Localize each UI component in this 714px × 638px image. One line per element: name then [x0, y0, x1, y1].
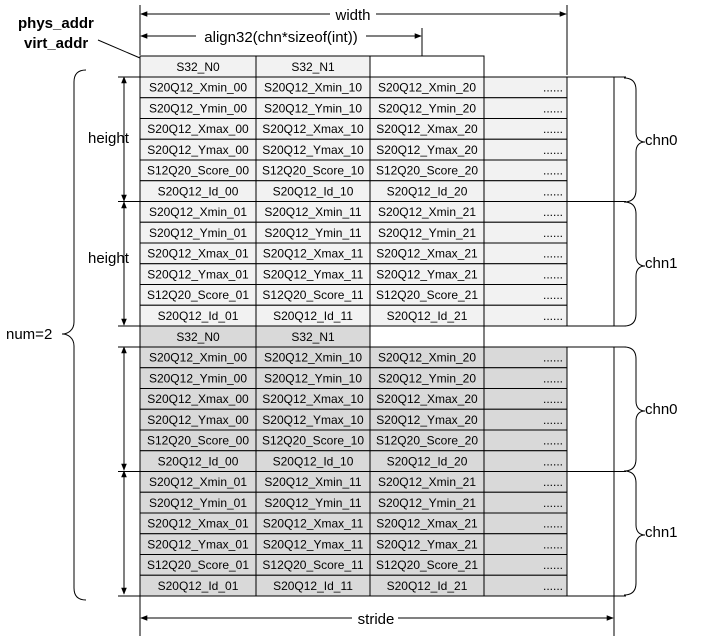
table-cell-label: S12Q20_Score_00: [146, 433, 250, 448]
table-cell-label: S12Q20_Score_10: [261, 433, 365, 448]
num-brace: [62, 70, 86, 600]
table-cell-label: S20Q12_Ymax_21: [376, 537, 478, 552]
table-cell-label: S20Q12_Xmin_10: [263, 350, 363, 365]
width-label: width: [335, 7, 371, 24]
table-cell-label: S20Q12_Ymin_21: [377, 495, 477, 510]
table-cell-label: S20Q12_Xmax_21: [376, 246, 478, 261]
table-cell-label: S12Q20_Score_21: [375, 558, 479, 572]
chn1-label-1: chn1: [645, 255, 678, 272]
virt-addr-label: virt_addr: [24, 35, 89, 52]
table-cell-label: S20Q12_Xmin_01: [148, 205, 248, 219]
table-cell-label: S20Q12_Xmin_21: [377, 475, 477, 489]
table-cell-label: S20Q12_Id_01: [157, 578, 239, 593]
table-cell-label: S20Q12_Ymin_21: [377, 225, 477, 240]
ellipsis-label: ......: [542, 80, 563, 95]
table-cell-label: S20Q12_Xmin_01: [148, 475, 248, 489]
table-cell-label: S20Q12_Id_01: [157, 308, 239, 323]
ellipsis-label: ......: [542, 578, 563, 593]
height-label-2: height: [88, 250, 129, 267]
table-cell-label: S20Q12_Ymax_21: [376, 267, 478, 282]
table-cell-label: S20Q12_Ymax_01: [147, 267, 249, 282]
height-label-1: height: [88, 130, 129, 147]
table-cell-label: S20Q12_Ymax_00: [147, 142, 249, 157]
table-cell-label: S20Q12_Ymin_20: [377, 101, 477, 116]
table-cell-label: S20Q12_Ymax_11: [262, 537, 364, 552]
table-cell-label: S20Q12_Xmin_20: [377, 80, 477, 95]
num-label: num=2: [6, 326, 53, 343]
table-cell-label: S20Q12_Ymin_10: [263, 101, 363, 116]
table-cell-label: S20Q12_Id_20: [386, 454, 468, 469]
ellipsis-label: ......: [542, 267, 563, 282]
table-cell-label: S20Q12_Xmin_10: [263, 80, 363, 95]
ellipsis-label: ......: [542, 205, 563, 219]
table-cell-label: S12Q20_Score_11: [262, 558, 364, 572]
table-cell-label: S20Q12_Xmax_00: [147, 122, 249, 136]
address-pointer-line: [98, 40, 140, 58]
ellipsis-label: ......: [542, 350, 563, 365]
table-cell-label: S20Q12_Ymin_00: [148, 371, 248, 386]
header-cell-label: S32_N1: [291, 60, 335, 74]
table-cell-label: S12Q20_Score_21: [375, 288, 479, 302]
ellipsis-label: ......: [542, 225, 563, 240]
table-cell-label: S20Q12_Xmax_10: [262, 122, 364, 136]
chn0-brace-1: [624, 78, 645, 202]
table-cell-label: S20Q12_Ymax_11: [262, 267, 364, 282]
table-cell-label: S20Q12_Ymax_10: [262, 142, 364, 157]
table-cell-label: S20Q12_Ymin_20: [377, 371, 477, 386]
header-cell-label: S32_N0: [176, 60, 220, 74]
ellipsis-label: ......: [542, 392, 563, 406]
table-cell-label: S20Q12_Ymax_10: [262, 412, 364, 427]
table-cell-label: S20Q12_Xmax_00: [147, 392, 249, 406]
table-cell-label: S20Q12_Ymax_20: [376, 412, 478, 427]
table-cell-label: S12Q20_Score_01: [146, 558, 250, 572]
table-cell-label: S20Q12_Xmin_21: [377, 205, 477, 219]
ellipsis-label: ......: [542, 142, 563, 157]
buffer-grid: [118, 56, 626, 596]
header-cell-label: S32_N0: [176, 330, 220, 344]
table-cell-label: S20Q12_Xmax_01: [147, 516, 249, 531]
table-cell-label: S20Q12_Id_20: [386, 184, 468, 199]
ellipsis-label: ......: [542, 184, 563, 199]
table-cell-label: S20Q12_Xmin_11: [264, 475, 362, 489]
table-cell-label: S20Q12_Ymin_01: [148, 225, 248, 240]
table-cell-label: S12Q20_Score_11: [262, 288, 364, 302]
table-cell-label: S20Q12_Id_21: [386, 578, 468, 593]
phys-addr-label: phys_addr: [18, 15, 94, 32]
chn0-label-2: chn0: [645, 401, 678, 418]
table-cell-label: S20Q12_Id_00: [157, 454, 239, 469]
table-cell-label: S12Q20_Score_20: [375, 163, 479, 178]
table-cell-label: S20Q12_Ymax_20: [376, 142, 478, 157]
table-cell-label: S20Q12_Id_21: [386, 308, 468, 323]
table-cell-label: S20Q12_Ymax_00: [147, 412, 249, 427]
ellipsis-label: ......: [542, 412, 563, 427]
ellipsis-label: ......: [542, 537, 563, 552]
ellipsis-label: ......: [542, 101, 563, 116]
ellipsis-label: ......: [542, 516, 563, 531]
table-cell-label: S20Q12_Ymin_00: [148, 101, 248, 116]
ellipsis-label: ......: [542, 371, 563, 386]
table-cell-label: S12Q20_Score_20: [375, 433, 479, 448]
table-cell-label: S20Q12_Xmin_00: [148, 80, 248, 95]
ellipsis-label: ......: [542, 495, 563, 510]
table-cell-label: S20Q12_Xmax_20: [376, 122, 478, 136]
table-cell-label: S20Q12_Ymax_01: [147, 537, 249, 552]
ellipsis-label: ......: [542, 308, 563, 323]
table-cell-label: S20Q12_Id_10: [272, 454, 354, 469]
table-cell-label: S20Q12_Id_11: [273, 308, 353, 323]
ellipsis-label: ......: [542, 433, 563, 448]
ellipsis-label: ......: [542, 246, 563, 261]
table-cell-label: S20Q12_Ymin_11: [264, 495, 362, 510]
align-label: align32(chn*sizeof(int)): [204, 29, 358, 46]
table-cell-label: S20Q12_Xmax_01: [147, 246, 249, 261]
chn1-label-2: chn1: [645, 524, 678, 541]
table-cell-label: S20Q12_Xmin_00: [148, 350, 248, 365]
table-cell-label: S20Q12_Xmax_11: [262, 246, 364, 261]
table-cell-label: S20Q12_Xmax_21: [376, 516, 478, 531]
ellipsis-label: ......: [542, 163, 563, 178]
table-cell-label: S20Q12_Xmax_11: [262, 516, 364, 531]
header-empty-cell: [370, 56, 484, 77]
table-cell-label: S20Q12_Xmax_20: [376, 392, 478, 406]
table-cell-label: S20Q12_Id_11: [273, 578, 353, 593]
ellipsis-label: ......: [542, 454, 563, 469]
table-cell-label: S20Q12_Xmin_20: [377, 350, 477, 365]
ellipsis-label: ......: [542, 122, 563, 136]
table-cell-label: S20Q12_Ymin_10: [263, 371, 363, 386]
table-cell-label: S20Q12_Xmax_10: [262, 392, 364, 406]
table-cell-label: S20Q12_Id_10: [272, 184, 354, 199]
ellipsis-label: ......: [542, 475, 563, 489]
chn0-label-1: chn0: [645, 132, 678, 149]
stride-label: stride: [357, 611, 395, 628]
table-cell-label: S12Q20_Score_01: [146, 288, 250, 302]
chn1-brace-1: [624, 202, 645, 326]
header-empty-cell: [370, 326, 484, 347]
table-cell-label: S20Q12_Id_00: [157, 184, 239, 199]
table-cell-label: S12Q20_Score_00: [146, 163, 250, 178]
ellipsis-label: ......: [542, 288, 563, 302]
table-cell-label: S20Q12_Ymin_11: [264, 225, 362, 240]
table-cell-label: S12Q20_Score_10: [261, 163, 365, 178]
chn1-brace-2: [624, 471, 645, 595]
table-cell-label: S20Q12_Xmin_11: [264, 205, 362, 219]
chn0-brace-2: [624, 347, 645, 471]
header-cell-label: S32_N1: [291, 330, 335, 344]
ellipsis-label: ......: [542, 558, 563, 572]
table-cell-label: S20Q12_Ymin_01: [148, 495, 248, 510]
